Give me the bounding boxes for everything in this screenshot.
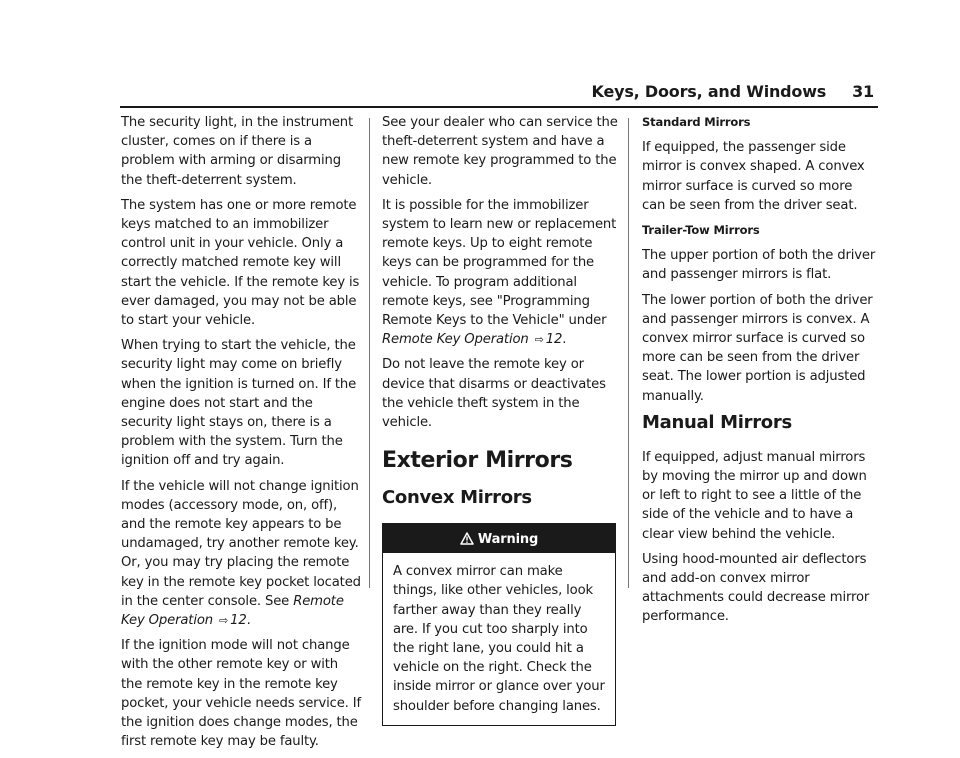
subheading: Standard Mirrors	[642, 115, 751, 129]
reference-page-number[interactable]: 12	[545, 332, 563, 348]
paragraph: Using hood-mounted air deflectors and add-on convex mirror attachments could decrease mirror performance.	[642, 551, 870, 625]
subsection-heading: Convex Mirrors	[382, 487, 532, 509]
paragraph: If the ignition mode will not change with the other remote key or with the remote key in the remote key pocket, your vehicle needs service. If the ignition does change modes, the first remote key may be faulty.	[121, 638, 362, 750]
paragraph: It is possible for the immobilizer system to learn new or replacement remote keys. Up to eight remote keys can be programmed for the vehicle. To program additional remote keys, see "Programming Remote Keys to the Vehicle" under Remote Key Operation ⇨ 12.	[382, 197, 617, 348]
paragraph: The upper portion of both the driver and passenger mirrors is flat.	[642, 248, 876, 283]
section-title: Keys, Doors, and Windows	[591, 82, 827, 101]
page-reference-arrow-icon: ⇨	[219, 614, 229, 628]
section-heading: Exterior Mirrors	[382, 448, 573, 474]
column-1	[121, 113, 361, 758]
warning-title: Warning	[477, 532, 539, 548]
header-rule	[120, 106, 878, 108]
warning-box	[382, 523, 616, 726]
paragraph: The lower portion of both the driver and passenger mirrors is convex. A convex mirror surface is curved so more can be seen from the driver seat. The lower portion is adjusted manually.	[642, 292, 873, 404]
paragraph: If the vehicle will not change ignition modes (accessory mode, on, off), and the remote key appears to be undamaged, try another remote key. Or, you may try placing the remote key in the remote key pocket located in the center console. See Remote Key Operation ⇨ 12.	[121, 478, 361, 629]
cross-reference-link[interactable]: Remote Key Operation	[382, 332, 529, 348]
warning-title-bar	[383, 524, 615, 553]
subsection-heading: Manual Mirrors	[642, 411, 792, 433]
reference-page-number[interactable]: 12	[230, 613, 247, 629]
paragraph: When trying to start the vehicle, the security light may come on briefly when the ignition is turned on. If the engine does not start and the security light stays on, there is a problem with the system. Turn the ignition off and try again.	[121, 338, 357, 469]
column-divider	[628, 118, 629, 588]
warning-triangle-icon	[460, 526, 474, 557]
page-reference-arrow-icon: ⇨	[534, 333, 544, 347]
subheading: Trailer-Tow Mirrors	[642, 223, 760, 238]
cross-reference-link[interactable]: Remote Key Operation	[121, 593, 344, 629]
paragraph-text: It is possible for the immobilizer system to learn new or replacement remote keys. Up to eight remote keys can be programmed for the vehicle. To program additional remote keys, see "Programming Remote Keys to the Vehicle" under	[382, 197, 617, 329]
page-number: 31	[852, 82, 874, 101]
column-divider	[369, 118, 370, 588]
paragraph-text: If the vehicle will not change ignition modes (accessory mode, on, off), and the remote key appears to be undamaged, try another remote key. Or, you may try placing the remote key in the remote key pocket located in the center console. See	[121, 478, 361, 609]
paragraph: See your dealer who can service the theft-deterrent system and have a new remote key programmed to the vehicle.	[382, 115, 618, 188]
paragraph: The system has one or more remote keys matched to an immobilizer control unit in your vehicle. Only a correctly matched remote key will start the vehicle. If the remote key is ever damaged, you may not be able to start your vehicle.	[121, 197, 360, 329]
warning-text: A convex mirror can make things, like other vehicles, look farther away than they really are. If you cut too sharply into the right lane, you could hit a vehicle on the right. Check the inside mirror or glance over your shoulder before changing lanes.	[393, 564, 605, 714]
paragraph: If equipped, adjust manual mirrors by moving the mirror up and down or left to right to see a little of the side of the vehicle and to have a clear view behind the vehicle.	[642, 449, 867, 542]
page-header	[592, 82, 874, 101]
warning-body	[383, 553, 615, 725]
column-2	[382, 113, 618, 726]
paragraph: Do not leave the remote key or device that disarms or deactivates the vehicle theft system in the vehicle.	[382, 357, 606, 431]
paragraph: If equipped, the passenger side mirror is convex shaped. A convex mirror surface is curved so more can be seen from the driver seat.	[642, 140, 865, 213]
paragraph: The security light, in the instrument cluster, comes on if there is a problem with arming or disarming the theft-deterrent system.	[121, 115, 354, 188]
column-3	[642, 113, 878, 633]
